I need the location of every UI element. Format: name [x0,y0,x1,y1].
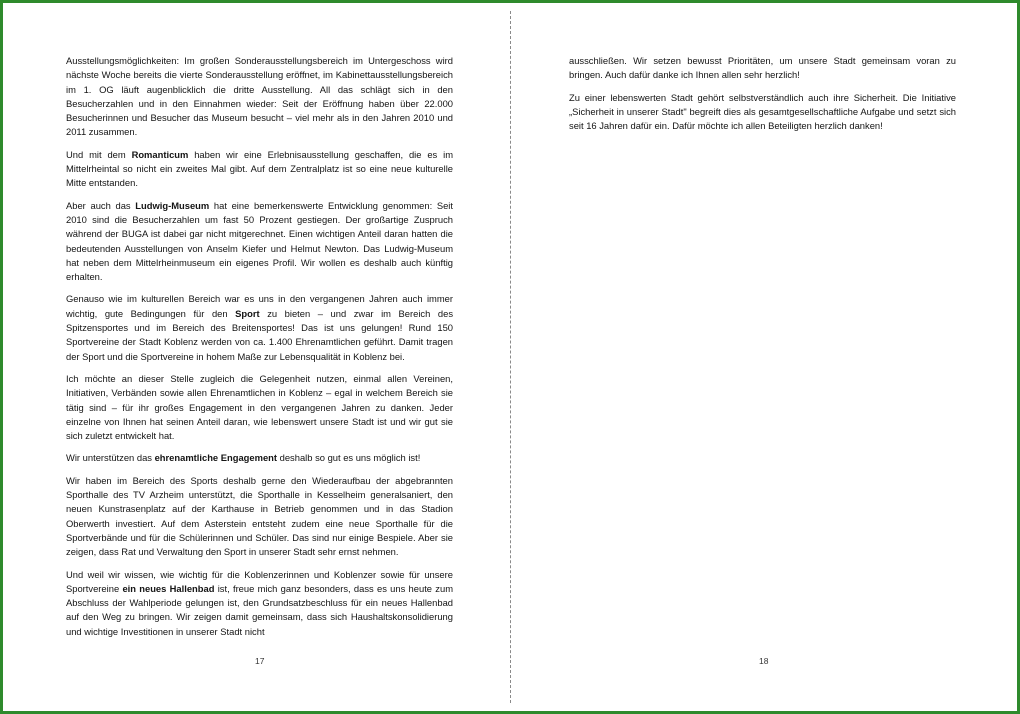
paragraph [66,292,453,363]
text-run: Aber auch das [66,199,136,211]
paragraph [569,91,956,134]
bold-phrase: Sport [235,307,260,319]
text-run: Wir unterstützen das [66,452,155,464]
bold-phrase: ein neues Hallenbad [122,582,215,594]
text-run: Ausstellungsmöglichkeiten: Im großen Sonderausstellungsbereich im Untergeschoss wird nächste Woche bereits die vierte Sonderausstellung eröffnet, im Kabinettausstellungsbereich im 1. OG läuft augenblicklich die dritte Ausstellung. All das schlägt sich in den Besucherzahlen und in den Einnahmen wieder: Seit der Eröffnung haben über 22.000 Besucherinnen und Besucher das Museum besucht – viel mehr als in den Jahren 2010 und 2011 zusammen. [66,55,453,138]
document-spread [3,3,1017,711]
bold-phrase: ehrenamtliche Engagement [154,452,278,464]
paragraph [66,54,453,140]
paragraph [66,568,453,639]
left-page-text [66,54,453,647]
right-page-number: 18 [759,656,769,666]
text-run: ausschließen. Wir setzen bewusst Prioritäten, um unsere Stadt gemeinsam voran zu bringen. Auch dafür danke ich Ihnen allen sehr herzlich! [569,55,956,81]
bold-phrase: Romanticum [131,148,189,160]
text-run: Genauso wie im kulturellen Bereich war es uns in den vergangenen Jahren auch immer wichtig, gute Bedingungen für den [66,293,453,319]
right-page [511,3,1017,711]
bold-phrase: Ludwig-Museum [135,199,210,211]
right-page-text [569,54,956,141]
paragraph [66,199,453,285]
paragraph [66,372,453,443]
text-run: Wir haben im Bereich des Sports deshalb gerne den Wiederaufbau der abgebrannten Sporthalle des TV Arzheim unterstützt, die Sporthalle in Kesselheim generalsaniert, den neuen Kunstrasenplatz auf der Karthause in Betrieb genommen und in das Stadion Oberwerth investiert. Auf dem Asterstein entsteht zudem eine neue Sporthalle für die Sportverbände und für die Schülerinnen und Schüler. Das sind nur einige Bespiele. Aber sie zeigen, dass Rat und Verwaltung den Sport in unserer Stadt sehr ernst nehmen. [66,474,453,558]
text-run: Ich möchte an dieser Stelle zugleich die Gelegenheit nutzen, einmal allen Vereinen, Initiativen, Verbänden sowie allen Ehrenamtlichen in Koblenz – egal in welchem Bereich sie tätig sind – für ihr großes Engagement in den vergangenen Jahren zu danken. Jeder einzelne von Ihnen hat seinen Anteil daran, wie lebenswert unsere Stadt ist und wir gut sie sich zuletzt entwickelt hat. [66,372,453,442]
text-run: haben wir eine Erlebnisausstellung geschaffen, die es im Mittelrheintal so nicht ein zweites Mal gibt. Auf dem Zentralplatz ist so eine neue kulturelle Mitte entstanden. [66,148,454,189]
left-page-number: 17 [255,656,265,666]
text-run: deshalb so gut es uns möglich ist! [277,452,421,464]
text-run: Und weil wir wissen, wie wichtig für die Koblenzerinnen und Koblenzer sowie für unsere Sportvereine [66,568,453,594]
paragraph [66,451,453,465]
paragraph [66,148,453,191]
text-run: Zu einer lebenswerten Stadt gehört selbstverständlich auch ihre Sicherheit. Die Initiative „Sicherheit in unserer Stadt" begreift dies als gesamtgesellschaftliche Aufgabe und setzt sich seit 16 Jahren dafür ein. Dafür möchte ich allen Beteiligten herzlich danken! [569,91,956,132]
text-run: hat eine bemerkenswerte Entwicklung genommen: Seit 2010 sind die Besucherzahlen um fast 50 Prozent gestiegen. Der großartige Zuspruch während der BUGA ist dabei gar nicht mitgerechnet. Einen wichtigen Anteil daran hatten die bedeutenden Ausstellungen von Anselm Kiefer und Helmut Newton. Das Ludwig-Museum hat neben dem Mittelrheinmuseum ein eigenes Profil. Wir wollen es deshalb auch künftig erhalten. [66,199,453,283]
left-page [3,3,510,711]
text-run: Und mit dem [66,148,132,160]
text-run: zu bieten – und zwar im Bereich des Spitzensportes und im Bereich des Breitensportes! Das ist uns gelungen! Rund 150 Sportvereine der Stadt Koblenz werden von ca. 1.400 Ehrenamtlichen geführt. Damit tragen der Sport und die Sportvereine in hohem Maße zur Lebensqualität in Koblenz bei. [66,307,454,362]
paragraph [66,474,453,560]
text-run: ist, freue mich ganz besonders, dass es uns heute zum Abschluss der Wahlperiode gelungen ist, den Grundsatzbeschluss für ein neues Hallenbad auf den Weg zu bringen. Wir zeigen damit gemeinsam, dass sich Haushaltskonsolidierung und wichtige Investitionen in unserer Stadt nicht [66,582,454,637]
paragraph [569,54,956,83]
